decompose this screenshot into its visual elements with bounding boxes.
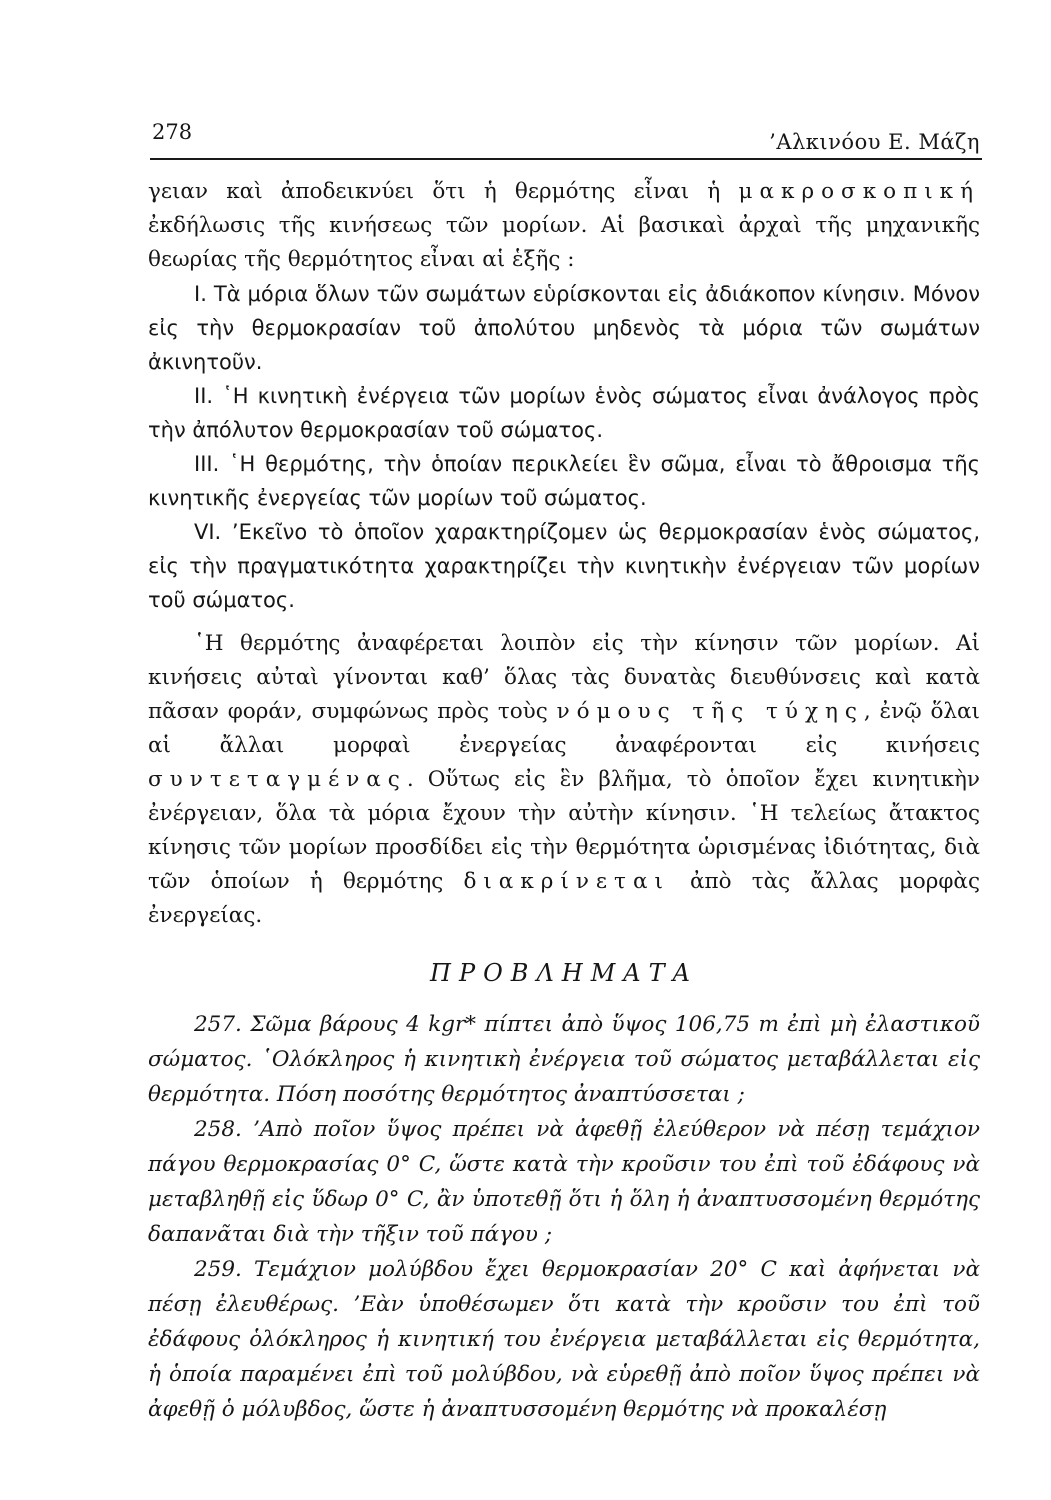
intro-spaced-word: μακροσκοπική (738, 179, 980, 204)
motion-spaced-distinguished: διακρίνεται (463, 869, 670, 894)
principle-1: I. Τὰ μόρια ὅλων τῶν σωμάτων εὑρίσκονται εἰς ἀδιάκοπον κίνησιν. Μόνον εἰς τὴν θερμοκρασίαν τοῦ ἀπολύτου μηδενὸς τὰ μόρια τῶν σωμάτων ἀκινητοῦν. (148, 282, 980, 374)
problem-257: 257. Σῶμα βάρους 4 kgr* πίπτει ἀπὸ ὕψος 106,75 m ἐπὶ μὴ ἐλαστικοῦ σώματος. ῾Ολόκληρος ἡ κινητικὴ ἐνέργεια τοῦ σώματος μεταβάλλεται εἰς θερμότητα. Πόση ποσότης θερμότητος ἀναπτύσσεται ; (148, 1012, 980, 1107)
motion-text-g: ἀπὸ τὰς ἄλλας μορφὰς ἐνεργείας. (148, 869, 980, 928)
motion-text-a: ῾Η θερμότης ἀναφέρεται λοιπὸν εἰς τὴν κίνησιν τῶν μορίων. Αἱ κινήσεις αὐταὶ γίνονται καθ’ ὅλας τὰς δυνατὰς διευθύνσεις καὶ κατὰ πᾶσαν φοράν, συμφώνως πρὸς τοὺς (148, 631, 980, 724)
page-header (152, 118, 980, 158)
intro-paragraph (148, 175, 980, 277)
motion-text-c: , ἐνῷ ὅλαι αἱ ἄλλαι μορφαὶ ἐνεργείας ἀναφέρονται εἰς κινήσεις (148, 699, 980, 758)
motion-spaced-laws: νόμους τῆς τύχης (556, 699, 864, 724)
motion-paragraph (148, 627, 980, 933)
problem-258: 258. ’Απὸ ποῖον ὕψος πρέπει νὰ ἀφεθῇ ἐλεύθερον νὰ πέσῃ τεμάχιον πάγου θερμοκρασίας 0° C, ὥστε κατὰ τὴν κροῦσιν του ἐπὶ τοῦ ἐδάφους νὰ μεταβληθῇ εἰς ὕδωρ 0° C, ἂν ὑποτεθῇ ὅτι ἡ ὅλη ἡ ἀναπτυσσομένη θερμότης δαπανᾶται διὰ τὴν τῆξιν τοῦ πάγου ; (148, 1117, 980, 1247)
principle-3: III. ῾Η θερμότης, τὴν ὁποίαν περικλείει ἓν σῶμα, εἶναι τὸ ἄθροισμα τῆς κινητικῆς ἐνεργείας τῶν μορίων τοῦ σώματος. (148, 452, 980, 510)
motion-text-e: . Οὕτως εἰς ἓν βλῆμα, τὸ ὁποῖον ἔχει κινητικὴν ἐνέργειαν, ὅλα τὰ μόρια ἔχουν τὴν αὐτὴν κίνησιν. ῾Η τελείως ἄτακτος κίνησις τῶν μορίων προσδίδει εἰς τὴν θερμότητα ὡρισμένας ἰδιότητας, διὰ τῶν ὁποίων ἡ θερμότης (148, 767, 980, 894)
intro-text-a: γειαν καὶ ἀποδεικνύει ὅτι ἡ θερμότης εἶναι ἡ (148, 179, 739, 204)
header-rule (150, 158, 982, 160)
body-text (148, 175, 980, 1427)
motion-spaced-coordinated: συντεταγμένας (148, 767, 407, 792)
problem-259: 259. Τεμάχιον μολύβδου ἔχει θερμοκρασίαν 20° C καὶ ἀφήνεται νὰ πέσῃ ἐλευθέρως. ’Εὰν ὑποθέσωμεν ὅτι κατὰ τὴν κροῦσιν του ἐπὶ τοῦ ἐδάφους ὁλόκληρος ἡ κινητική του ἐνέργεια μεταβάλλεται εἰς θερμότητα, ἡ ὁποία παραμένει ἐπὶ τοῦ μολύβδου, νὰ εὑρεθῇ ἀπὸ ποῖον ὕψος πρέπει νὰ ἀφεθῇ ὁ μόλυβδος, ὥστε ἡ ἀναπτυσσομένη θερμότης νὰ προκαλέσῃ (148, 1257, 980, 1422)
principle-4: VI. ’Εκεῖνο τὸ ὁποῖον χαρακτηρίζομεν ὡς θερμοκρασίαν ἑνὸς σώματος, εἰς τὴν πραγματικότητα χαρακτηρίζει τὴν κινητικὴν ἐνέργειαν τῶν μορίων τοῦ σώματος. (148, 520, 980, 612)
page-number: 278 (152, 120, 193, 144)
principle-2: II. ῾Η κινητικὴ ἐνέργεια τῶν μορίων ἑνὸς σώματος εἶναι ἀνάλογος πρὸς τὴν ἀπόλυτον θερμοκρασίαν τοῦ σώματος. (148, 384, 980, 442)
intro-text-c: ἐκδήλωσις τῆς κινήσεως τῶν μορίων. Αἱ βασικαὶ ἀρχαὶ τῆς μηχανικῆς θεωρίας τῆς θερμότητος εἶναι αἱ ἑξῆς : (148, 213, 980, 272)
problems-heading: ΠΡΟΒΛΗΜΑΤΑ (430, 959, 698, 987)
running-head: ’Αλκινόου Ε. Μάζη (769, 130, 980, 154)
